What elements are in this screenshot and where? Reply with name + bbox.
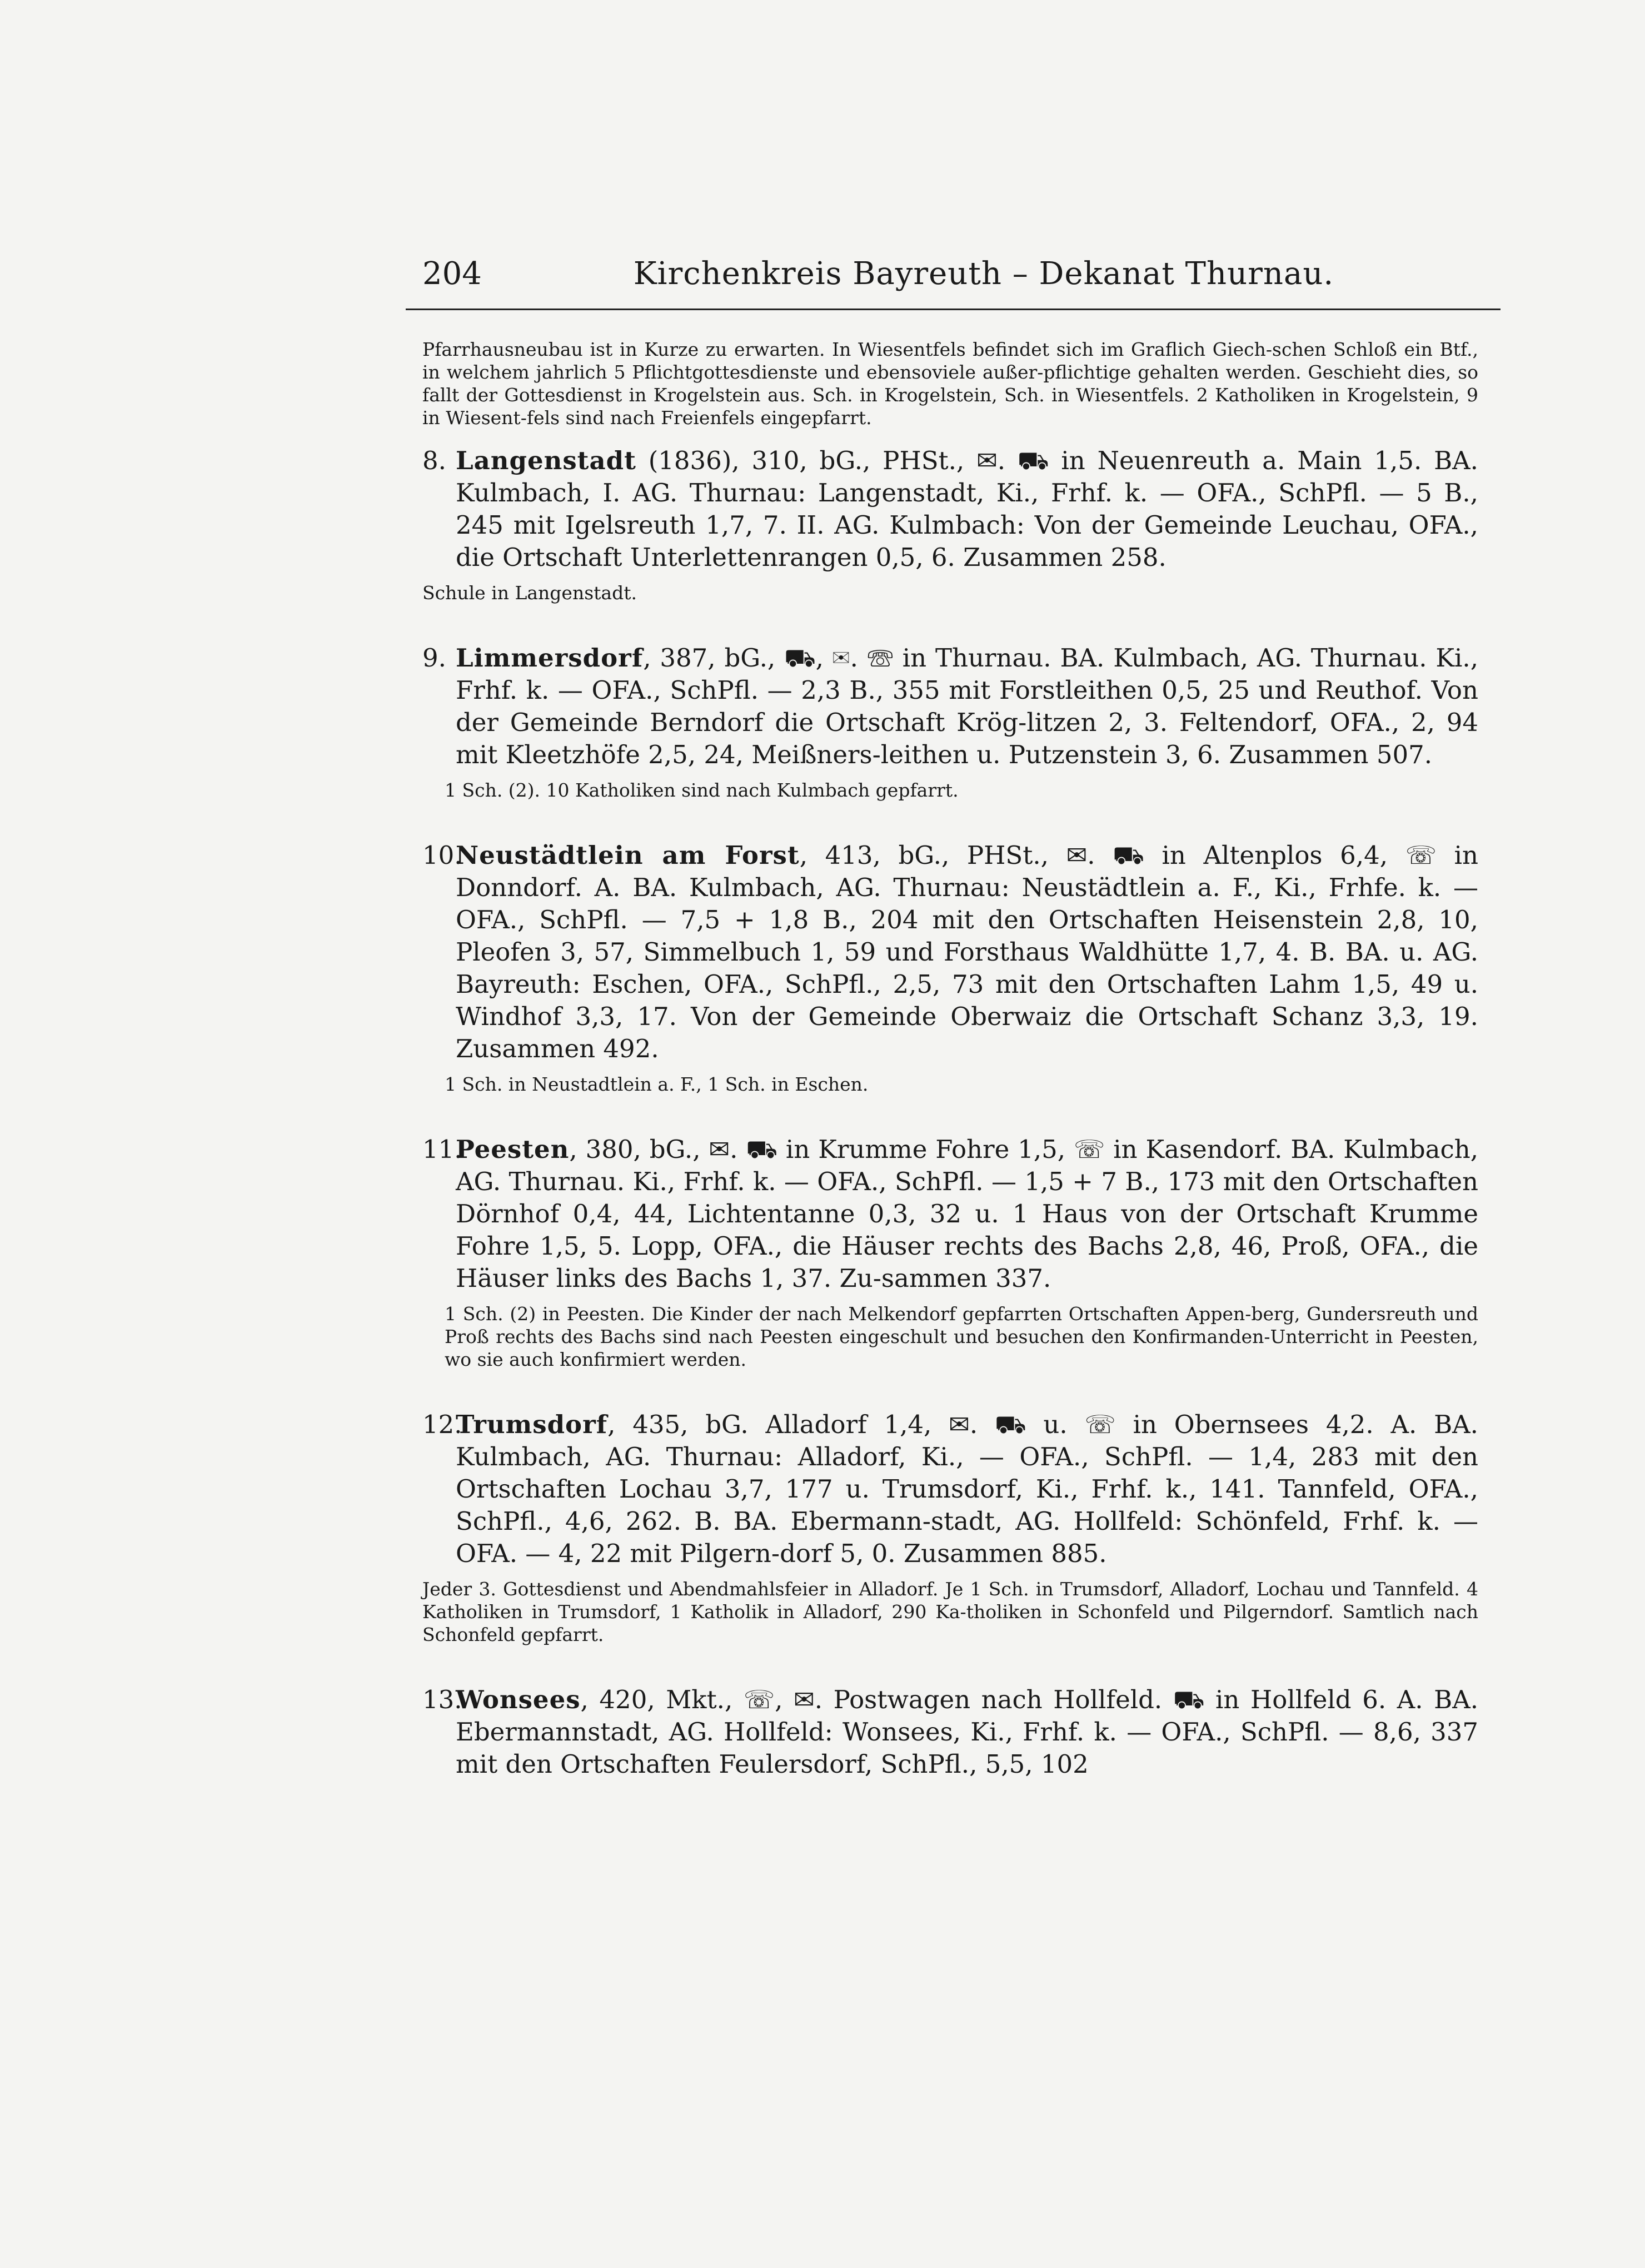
entry-number: 11. — [422, 1135, 462, 1164]
place-name: Trumsdorf — [456, 1410, 608, 1439]
header-rule — [406, 309, 1501, 310]
entry-note: 1 Sch. (2) in Peesten. Die Kinder der nach Melkendorf gepfarrten Ortschaften Appen-berg, Gundersreuth und Proß rechts des Bachs sind nach Peesten eingeschult und besuchen den Konfirmanden-Unterricht in Peesten, wo sie auch konfirmiert werden. — [445, 1303, 1478, 1370]
entry-number: 9. — [422, 643, 446, 673]
entry-note: 1 Sch. (2). 10 Katholiken sind nach Kulmbach gepfarrt. — [445, 779, 959, 801]
place-name: Peesten — [456, 1135, 570, 1164]
top-note: Pfarrhausneubau ist in Kurze zu erwarten. In Wiesentfels befindet sich im Graflich Giech-schen Schloß ein Btf., in welchem jahrlich 5 Pflichtgottesdienste und ebensoviele außer-pflichtige gehalten werden. Geschieht dies, so fallt der Gottesdienst in Krogelstein aus. Sch. in Krogelstein, Sch. in Wiesentfels. 2 Katholiken in Krogelstein, 9 in Wiesent-fels sind nach Freienfels eingepfarrt. — [422, 339, 1478, 429]
entry-10 — [422, 839, 1478, 1065]
entry-8 — [422, 445, 1478, 574]
spacer — [422, 1111, 1478, 1133]
entry-number: 13. — [422, 1685, 462, 1714]
entry-text: , 387, bG., ⛟, ✉. ☏ in Thurnau. BA. Kulmbach, AG. Thurnau. Ki., Frhf. k. — OFA., SchPfl. — 2,3 B., 355 mit Forstleithen 0,5, 25 und Reuthof. Von der Gemeinde Berndorf die Ortschaft Krög-litzen 2, 3. Feltendorf, OFA., 2, 94 mit Kleetzhöfe 2,5, 24, Meißners-leithen u. Putzenstein 3, 6. Zusammen 507. — [456, 643, 1478, 769]
entry-number: 8. — [422, 446, 446, 475]
page-number: 204 — [422, 256, 482, 292]
entry-text: (1836), 310, bG., PHSt., ✉. ⛟ in Neuenreuth a. Main 1,5. BA. Kulmbach, I. AG. Thurnau: Langenstadt, Ki., Frhf. k. — OFA., SchPfl. — 5 B., 245 mit Igelsreuth 1,7, 7. II. AG. Kulmbach: Von der Gemeinde Leuchau, OFA., die Ortschaft Unterlettenrangen 0,5, 6. Zusammen 258. — [456, 446, 1478, 572]
place-name: Langenstadt — [456, 446, 636, 475]
entry-12 — [422, 1409, 1478, 1570]
spacer — [422, 817, 1478, 839]
entry-13 — [422, 1684, 1478, 1780]
spacer — [422, 620, 1478, 642]
document-page — [422, 256, 1478, 1780]
entry-note: Schule in Langenstadt. — [422, 582, 637, 604]
entry-note: 1 Sch. in Neustadtlein a. F., 1 Sch. in Eschen. — [445, 1073, 869, 1095]
place-name: Neustädtlein am Forst — [456, 840, 800, 870]
spacer — [422, 1662, 1478, 1684]
entry-text: , 435, bG. Alladorf 1,4, ✉. ⛟ u. ☏ in Obernsees 4,2. A. BA. Kulmbach, AG. Thurnau: Alladorf, Ki., — OFA., SchPfl. — 1,4, 283 mit den Ortschaften Lochau 3,7, 177 u. Trumsdorf, Ki., Frhf. k., 141. Tannfeld, OFA., SchPfl., 4,6, 262. B. BA. Ebermann-stadt, AG. Hollfeld: Schönfeld, Frhf. k. — OFA. — 4, 22 mit Pilgern-dorf 5, 0. Zusammen 885. — [456, 1410, 1478, 1568]
entry-text: , 413, bG., PHSt., ✉. ⛟ in Altenplos 6,4, ☏ in Donndorf. A. BA. Kulmbach, AG. Thurnau: Neustädtlein a. F., Ki., Frhfe. k. — OFA., SchPfl. — 7,5 + 1,8 B., 204 mit den Ortschaften Heisenstein 2,8, 10, Pleofen 3, 57, Simmelbuch 1, 59 und Forsthaus Waldhütte 1,7, 4. B. BA. u. AG. Bayreuth: Eschen, OFA., SchPfl., 2,5, 73 mit den Ortschaften Lahm 1,5, 49 u. Windhof 3,3, 17. Von der Gemeinde Oberwaiz die Ortschaft Schanz 3,3, 19. Zusammen 492. — [456, 840, 1478, 1063]
spacer — [422, 1386, 1478, 1409]
entry-11 — [422, 1133, 1478, 1295]
place-name: Wonsees — [456, 1685, 581, 1714]
entry-note: Jeder 3. Gottesdienst und Abendmahlsfeier in Alladorf. Je 1 Sch. in Trumsdorf, Alladorf, Lochau und Tannfeld. 4 Katholiken in Trumsdorf, 1 Katholik in Alladorf, 290 Ka-tholiken in Schonfeld und Pilgerndorf. Samtlich nach Schonfeld gepfarrt. — [422, 1578, 1478, 1645]
entry-number: 10. — [422, 840, 462, 870]
page-header — [422, 256, 1478, 306]
entry-number: 12. — [422, 1410, 462, 1439]
running-title: Kirchenkreis Bayreuth – Dekanat Thurnau. — [633, 256, 1334, 292]
entry-text: , 420, Mkt., ☏, ✉. Postwagen nach Hollfeld. ⛟ in Hollfeld 6. A. BA. Ebermannstadt, AG. Hollfeld: Wonsees, Ki., Frhf. k. — OFA., SchPfl. — 8,6, 337 mit den Ortschaften Feulersdorf, SchPfl., 5,5, 102 — [456, 1685, 1478, 1779]
entry-9 — [422, 642, 1478, 771]
entry-text: , 380, bG., ✉. ⛟ in Krumme Fohre 1,5, ☏ in Kasendorf. BA. Kulmbach, AG. Thurnau. Ki., Frhf. k. — OFA., SchPfl. — 1,5 + 7 B., 173 mit den Ortschaften Dörnhof 0,4, 44, Lichtentanne 0,3, 32 u. 1 Haus von der Ortschaft Krumme Fohre 1,5, 5. Lopp, OFA., die Häuser rechts des Bachs 2,8, 46, Proß, OFA., die Häuser links des Bachs 1, 37. Zu-sammen 337. — [456, 1135, 1478, 1293]
place-name: Limmersdorf — [456, 643, 644, 673]
